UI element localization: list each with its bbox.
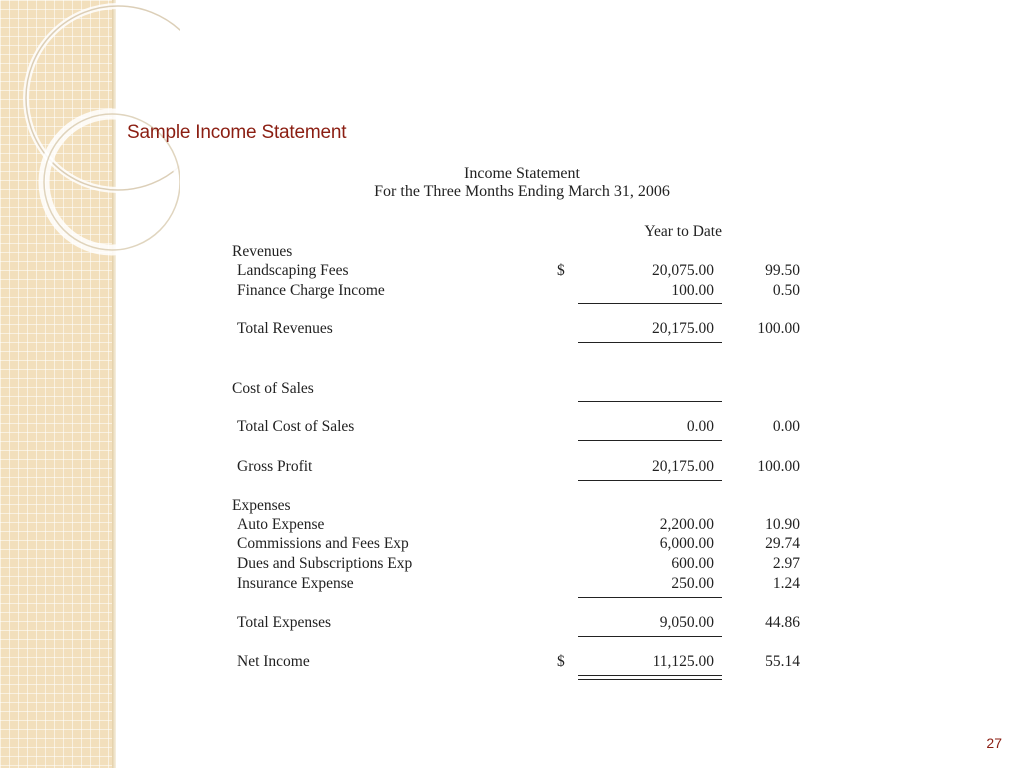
total-revenues-label: Total Revenues [237,320,333,337]
expense-percent: 1.24 [772,575,800,592]
total-rule [578,342,722,343]
double-rule-top [578,675,722,676]
expense-percent: 2.97 [772,555,800,572]
net-income-amount: 11,125.00 [652,653,714,670]
gross-profit-label: Gross Profit [237,458,313,475]
income-statement [222,158,822,698]
expense-label: Insurance Expense [237,575,354,592]
total-expenses-percent: 44.86 [765,614,800,631]
total-expenses-amount: 9,050.00 [659,614,714,631]
dollar-sign: $ [557,653,565,670]
subtotal-rule [578,597,722,598]
total-cost-of-sales-amount: 0.00 [686,418,714,435]
statement-title: Income Statement [464,165,580,182]
total-revenues-amount: 20,175.00 [652,320,714,337]
expense-label: Auto Expense [237,516,325,533]
total-cost-of-sales-label: Total Cost of Sales [237,418,355,435]
expense-amount: 2,200.00 [659,516,714,533]
revenue-label: Finance Charge Income [237,282,385,299]
revenue-label: Landscaping Fees [237,262,349,279]
net-income-label: Net Income [237,653,310,670]
dollar-sign: $ [557,262,565,279]
expense-label: Commissions and Fees Exp [237,535,409,552]
expense-percent: 29.74 [765,535,800,552]
subtotal-rule [578,303,722,304]
expenses-heading: Expenses [232,497,291,514]
total-rule [578,636,722,637]
gross-profit-amount: 20,175.00 [652,458,714,475]
expense-percent: 10.90 [765,516,800,533]
statement-period: For the Three Months Ending March 31, 2006 [374,183,670,200]
expense-amount: 600.00 [671,555,714,572]
revenue-percent: 0.50 [772,282,800,299]
expense-amount: 6,000.00 [659,535,714,552]
total-revenues-percent: 100.00 [757,320,800,337]
total-cost-of-sales-percent: 0.00 [772,418,800,435]
total-expenses-label: Total Expenses [237,614,332,631]
page-number: 27 [986,735,1002,751]
net-income-percent: 55.14 [765,653,800,670]
double-rule-bottom [578,679,722,680]
total-rule [578,480,722,481]
revenues-heading: Revenues [232,243,293,260]
total-rule [578,440,722,441]
expense-amount: 250.00 [671,575,714,592]
revenue-percent: 99.50 [765,262,800,279]
revenue-amount: 100.00 [671,282,714,299]
subtotal-rule [578,401,722,402]
slide-title: Sample Income Statement [127,122,347,143]
expense-label: Dues and Subscriptions Exp [237,555,413,572]
revenue-amount: 20,075.00 [652,262,714,279]
column-header: Year to Date [644,223,722,240]
gross-profit-percent: 100.00 [757,458,800,475]
cost-of-sales-heading: Cost of Sales [232,380,314,397]
